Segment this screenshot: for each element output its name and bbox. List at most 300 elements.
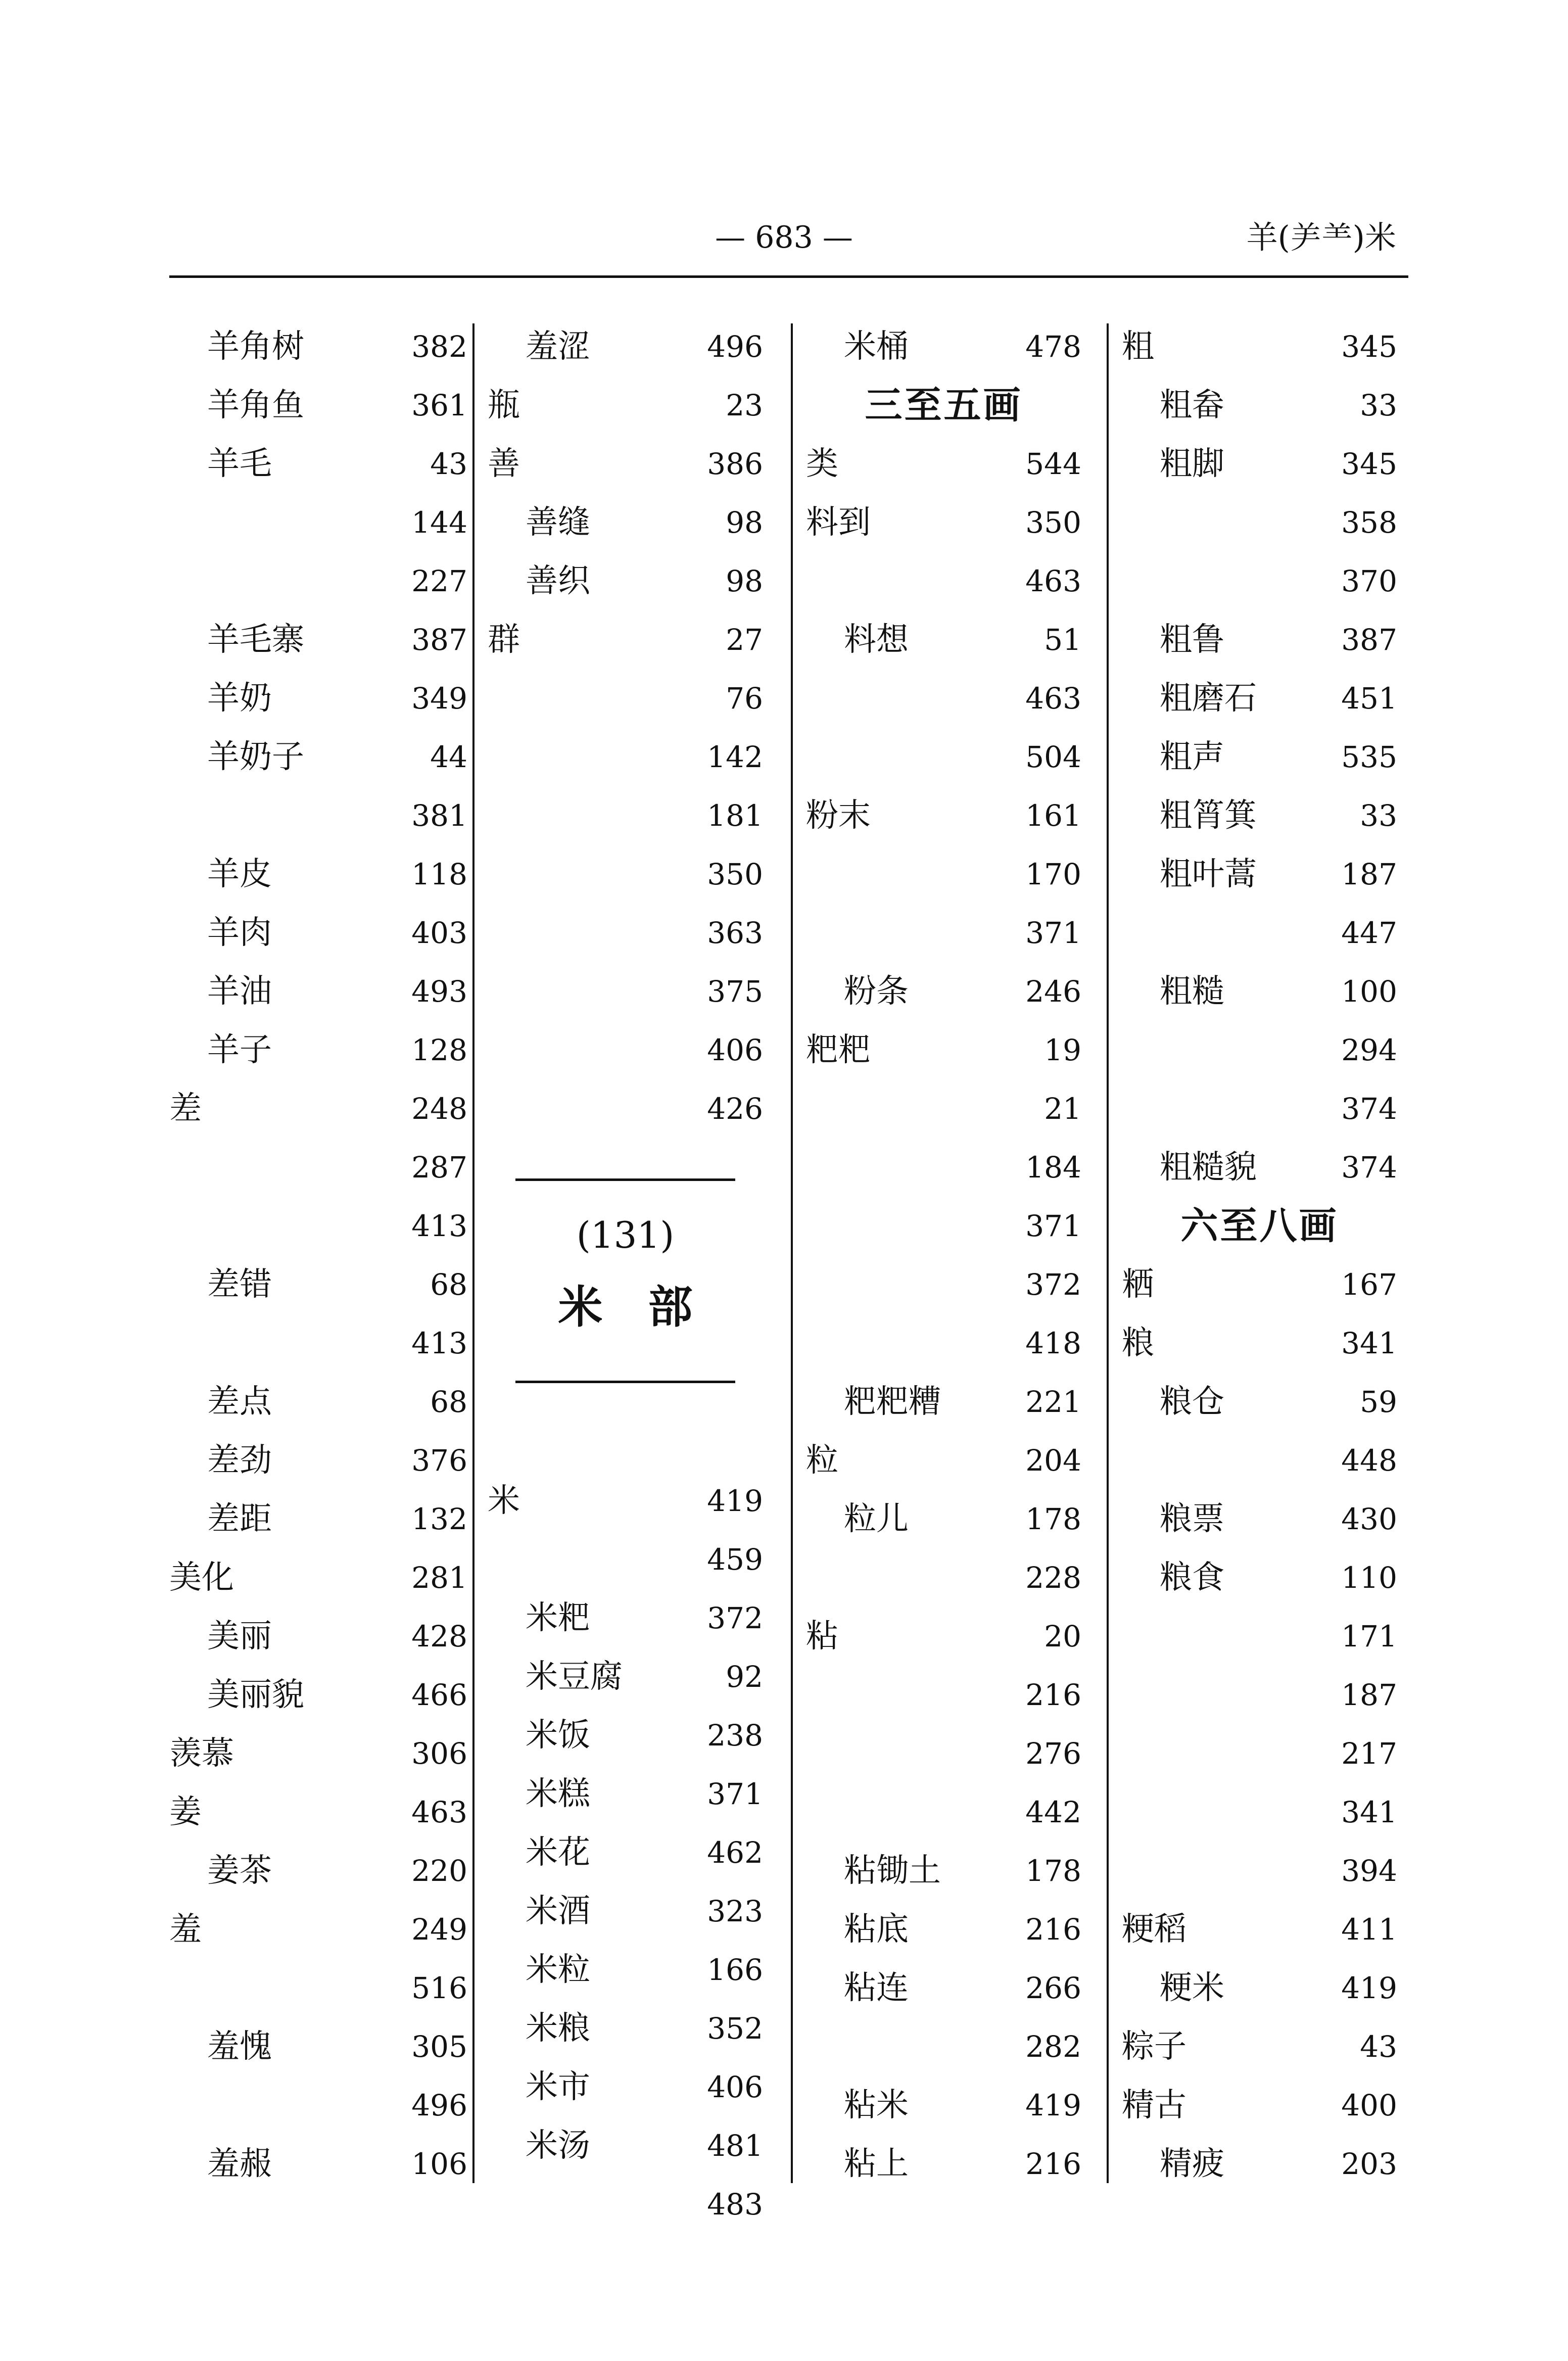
entry-term: 米汤 [526, 2127, 590, 2164]
index-entry [488, 1589, 763, 1647]
entry-page-number: 166 [707, 1953, 763, 1987]
entry-term: 美化 [169, 1559, 234, 1596]
index-entry [806, 552, 1081, 610]
entry-page-number: 33 [1360, 798, 1397, 833]
index-entry [1122, 786, 1397, 845]
index-entry [169, 2076, 467, 2135]
index-entry [1122, 1021, 1397, 1079]
column-divider [791, 323, 793, 2183]
index-entry [488, 1941, 763, 1999]
entry-term: 羊角鱼 [207, 387, 304, 424]
entry-page-number: 400 [1341, 2088, 1397, 2122]
index-entry [1122, 552, 1397, 610]
index-entry [169, 1900, 467, 1959]
index-entry [806, 1548, 1081, 1607]
entry-page-number: 249 [411, 1912, 467, 1947]
index-column-2 [488, 317, 763, 2234]
index-entry [806, 493, 1081, 552]
index-entry [169, 1666, 467, 1724]
entry-term: 羊子 [207, 1031, 272, 1069]
index-entry [1122, 1548, 1397, 1607]
entry-page-number: 463 [1025, 681, 1081, 716]
index-entry [488, 2058, 763, 2116]
entry-term: 米粮 [526, 2010, 590, 2047]
entry-page-number: 142 [707, 740, 763, 774]
index-entry [488, 317, 763, 376]
index-entry [169, 786, 467, 845]
index-entry [806, 1373, 1081, 1431]
index-entry [806, 317, 1081, 376]
entry-term: 粉末 [806, 797, 871, 834]
entry-page-number: 403 [411, 916, 467, 950]
entry-page-number: 371 [1025, 1209, 1081, 1243]
entry-page-number: 448 [1341, 1443, 1397, 1478]
entry-term: 粗叶蒿 [1160, 856, 1257, 893]
index-entry [1122, 845, 1397, 904]
index-entry [1122, 1841, 1397, 1900]
index-column-1 [169, 317, 467, 2193]
entry-page-number: 462 [707, 1835, 763, 1870]
entry-term: 粘连 [844, 1969, 909, 2007]
radical-rule-top [515, 1178, 735, 1181]
entry-page-number: 161 [1025, 798, 1081, 833]
entry-page-number: 483 [707, 2187, 763, 2222]
entry-page-number: 381 [411, 798, 467, 833]
entry-page-number: 358 [1341, 505, 1397, 540]
entry-page-number: 496 [707, 329, 763, 364]
entry-page-number: 345 [1341, 329, 1397, 364]
entry-page-number: 44 [430, 740, 467, 774]
radical-heading [488, 1178, 763, 1472]
entry-page-number: 19 [1044, 1033, 1081, 1067]
entry-page-number: 341 [1341, 1795, 1397, 1829]
index-entry [1122, 1900, 1397, 1959]
index-entry [1122, 1431, 1397, 1490]
entry-page-number: 374 [1341, 1150, 1397, 1185]
index-entry [169, 962, 467, 1021]
index-entry [806, 904, 1081, 962]
entry-page-number: 128 [411, 1033, 467, 1067]
entry-page-number: 281 [411, 1561, 467, 1595]
entry-page-number: 132 [411, 1502, 467, 1536]
index-entry [806, 1197, 1081, 1255]
index-entry [488, 669, 763, 728]
index-entry [1122, 2076, 1397, 2135]
radical-number: (131) [576, 1214, 675, 1256]
entry-term: 粽子 [1122, 2028, 1186, 2065]
entry-page-number: 266 [1025, 1971, 1081, 2005]
index-entry [169, 2017, 467, 2076]
entry-term: 料到 [806, 504, 871, 541]
index-entry [806, 845, 1081, 904]
entry-page-number: 413 [411, 1209, 467, 1243]
index-entry [488, 1079, 763, 1138]
index-entry [488, 786, 763, 845]
entry-term: 粒 [806, 1442, 838, 1479]
entry-page-number: 352 [707, 2011, 763, 2046]
column-divider [472, 323, 474, 2183]
index-entry [806, 1666, 1081, 1724]
entry-term: 羞愧 [207, 2028, 272, 2065]
entry-page-number: 426 [707, 1092, 763, 1126]
index-entry [1122, 1724, 1397, 1783]
index-entry [806, 610, 1081, 669]
entry-page-number: 370 [1341, 564, 1397, 598]
column-divider [1107, 323, 1109, 2183]
entry-page-number: 170 [1025, 857, 1081, 891]
index-entry [488, 610, 763, 669]
index-entry [1122, 376, 1397, 435]
index-entry [169, 1079, 467, 1138]
index-entry [488, 1882, 763, 1941]
entry-page-number: 418 [1025, 1326, 1081, 1360]
index-entry [169, 376, 467, 435]
entry-page-number: 451 [1341, 681, 1397, 716]
entry-page-number: 248 [411, 1092, 467, 1126]
index-entry [169, 493, 467, 552]
entry-term: 羊油 [207, 973, 272, 1010]
entry-page-number: 341 [1341, 1326, 1397, 1360]
index-entry [488, 1823, 763, 1882]
entry-term: 米糕 [526, 1775, 590, 1813]
entry-page-number: 419 [707, 1484, 763, 1518]
entry-term: 粮 [1122, 1325, 1154, 1362]
entry-term: 米 [488, 1482, 520, 1520]
index-entry [1122, 904, 1397, 962]
entry-page-number: 544 [1025, 447, 1081, 481]
entry-page-number: 92 [726, 1660, 763, 1694]
index-entry [169, 1373, 467, 1431]
entry-page-number: 345 [1341, 447, 1397, 481]
index-entry [806, 1079, 1081, 1138]
entry-page-number: 504 [1025, 740, 1081, 774]
index-entry [169, 435, 467, 493]
entry-page-number: 535 [1341, 740, 1397, 774]
entry-page-number: 227 [411, 564, 467, 598]
entry-page-number: 350 [707, 857, 763, 891]
entry-term: 粗筲箕 [1160, 797, 1257, 834]
entry-page-number: 306 [411, 1736, 467, 1771]
entry-page-number: 493 [411, 974, 467, 1009]
entry-page-number: 323 [707, 1894, 763, 1928]
index-entry [1122, 1666, 1397, 1724]
index-entry [169, 317, 467, 376]
index-entry [488, 1530, 763, 1589]
index-entry [806, 1900, 1081, 1959]
entry-page-number: 374 [1341, 1092, 1397, 1126]
index-entry [806, 962, 1081, 1021]
entry-term: 美丽貌 [207, 1676, 304, 1714]
entry-page-number: 98 [726, 505, 763, 540]
entry-page-number: 217 [1341, 1736, 1397, 1771]
column-2-top [488, 317, 763, 1138]
index-entry [169, 669, 467, 728]
entry-term: 羊奶 [207, 680, 272, 717]
index-entry [806, 1607, 1081, 1666]
index-entry [169, 1548, 467, 1607]
entry-term: 米酒 [526, 1893, 590, 1930]
entry-term: 差距 [207, 1500, 272, 1538]
entry-term: 美丽 [207, 1618, 272, 1655]
page-number: — 683 — [715, 220, 853, 255]
entry-term: 粳米 [1160, 1969, 1224, 2007]
radical-name: 米部 [558, 1281, 738, 1333]
index-entry [169, 1841, 467, 1900]
entry-term: 粒儿 [844, 1500, 909, 1538]
entry-term: 米粒 [526, 1951, 590, 1989]
entry-page-number: 466 [411, 1678, 467, 1712]
entry-page-number: 238 [707, 1718, 763, 1753]
index-entry [1122, 2017, 1397, 2076]
entry-term: 粮票 [1160, 1500, 1224, 1538]
entry-page-number: 387 [411, 623, 467, 657]
entry-term: 羊皮 [207, 856, 272, 893]
index-entry [488, 904, 763, 962]
index-entry [488, 845, 763, 904]
index-entry [1122, 1959, 1397, 2017]
entry-page-number: 23 [726, 388, 763, 422]
entry-page-number: 478 [1025, 329, 1081, 364]
index-entry [1122, 1490, 1397, 1548]
entry-term: 米桶 [844, 328, 909, 365]
entry-term: 善 [488, 445, 520, 483]
index-entry [806, 669, 1081, 728]
entry-page-number: 305 [411, 2029, 467, 2064]
entry-page-number: 350 [1025, 505, 1081, 540]
entry-page-number: 411 [1341, 1912, 1397, 1947]
entry-page-number: 171 [1341, 1619, 1397, 1654]
entry-page-number: 221 [1025, 1385, 1081, 1419]
index-entry [488, 376, 763, 435]
index-entry [1122, 1373, 1397, 1431]
entry-term: 羊肉 [207, 914, 272, 952]
entry-page-number: 387 [1341, 623, 1397, 657]
entry-term: 羊毛 [207, 445, 272, 483]
entry-page-number: 187 [1341, 857, 1397, 891]
entry-term: 粮食 [1160, 1559, 1224, 1596]
entry-page-number: 516 [411, 1971, 467, 2005]
entry-page-number: 382 [411, 329, 467, 364]
index-entry [169, 1138, 467, 1197]
entry-page-number: 406 [707, 2070, 763, 2104]
index-entry [169, 1607, 467, 1666]
index-entry [1122, 728, 1397, 786]
entry-term: 精疲 [1160, 2145, 1224, 2183]
index-entry [806, 1783, 1081, 1841]
entry-term: 群 [488, 621, 520, 658]
entry-term: 羞涩 [526, 328, 590, 365]
entry-page-number: 144 [411, 505, 467, 540]
index-entry [169, 552, 467, 610]
index-entry [169, 1490, 467, 1548]
index-entry [488, 2175, 763, 2234]
entry-term: 粳稻 [1122, 1911, 1186, 1948]
entry-page-number: 496 [411, 2088, 467, 2122]
index-entry [806, 1021, 1081, 1079]
index-entry [1122, 1783, 1397, 1841]
entry-term: 差错 [207, 1266, 272, 1303]
index-entry [1122, 610, 1397, 669]
entry-page-number: 375 [707, 974, 763, 1009]
column-2-bottom [488, 1472, 763, 2234]
entry-page-number: 51 [1044, 623, 1081, 657]
entry-page-number: 43 [430, 447, 467, 481]
entry-page-number: 349 [411, 681, 467, 716]
entry-page-number: 463 [411, 1795, 467, 1829]
index-entry [806, 435, 1081, 493]
index-entry [1122, 962, 1397, 1021]
entry-page-number: 282 [1025, 2029, 1081, 2064]
index-entry [488, 2116, 763, 2175]
entry-page-number: 216 [1025, 1912, 1081, 1947]
entry-term: 粗鲁 [1160, 621, 1224, 658]
index-entry [488, 1647, 763, 1706]
entry-page-number: 220 [411, 1854, 467, 1888]
index-entry [169, 1724, 467, 1783]
entry-page-number: 178 [1025, 1502, 1081, 1536]
index-entry [488, 962, 763, 1021]
entry-page-number: 20 [1044, 1619, 1081, 1654]
entry-page-number: 463 [1025, 564, 1081, 598]
entry-page-number: 430 [1341, 1502, 1397, 1536]
entry-page-number: 118 [411, 857, 467, 891]
entry-term: 类 [806, 445, 838, 483]
entry-page-number: 372 [707, 1601, 763, 1635]
index-entry [806, 2076, 1081, 2135]
entry-page-number: 394 [1341, 1854, 1397, 1888]
index-column-4 [1122, 317, 1397, 2193]
entry-page-number: 459 [707, 1542, 763, 1577]
index-entry [806, 2135, 1081, 2193]
index-entry [488, 552, 763, 610]
entry-term: 粘锄土 [844, 1852, 941, 1890]
entry-page-number: 216 [1025, 1678, 1081, 1712]
entry-term: 粑粑 [806, 1031, 871, 1069]
entry-page-number: 363 [707, 916, 763, 950]
entry-term: 粗脚 [1160, 445, 1224, 483]
entry-term: 羊毛寨 [207, 621, 304, 658]
index-entry [169, 1431, 467, 1490]
entry-term: 粗畚 [1160, 387, 1224, 424]
entry-page-number: 406 [707, 1033, 763, 1067]
entry-term: 羞赧 [207, 2145, 272, 2183]
radical-rule-bottom [515, 1381, 735, 1383]
entry-term: 粘米 [844, 2087, 909, 2124]
header-rule [169, 275, 1408, 278]
entry-page-number: 68 [430, 1267, 467, 1302]
index-entry [806, 1255, 1081, 1314]
entry-page-number: 287 [411, 1150, 467, 1185]
entry-term: 精古 [1122, 2087, 1186, 2124]
entry-term: 米粑 [526, 1599, 590, 1637]
entry-page-number: 167 [1341, 1267, 1397, 1302]
entry-page-number: 100 [1341, 974, 1397, 1009]
entry-term: 姜 [169, 1793, 202, 1831]
entry-term: 羊奶子 [207, 738, 304, 776]
entry-term: 粗声 [1160, 738, 1224, 776]
index-entry [169, 1255, 467, 1314]
entry-page-number: 371 [707, 1777, 763, 1811]
entry-page-number: 33 [1360, 388, 1397, 422]
entry-page-number: 178 [1025, 1854, 1081, 1888]
index-entry [806, 1314, 1081, 1373]
index-entry [488, 493, 763, 552]
entry-term: 料想 [844, 621, 909, 658]
entry-term: 粮仓 [1160, 1383, 1224, 1421]
entry-page-number: 184 [1025, 1150, 1081, 1185]
index-column-3 [806, 317, 1081, 2193]
index-entry [169, 1314, 467, 1373]
index-entry [806, 1138, 1081, 1197]
entry-page-number: 276 [1025, 1736, 1081, 1771]
entry-term: 善织 [526, 562, 590, 600]
index-entry [806, 1959, 1081, 2017]
index-entry [1122, 2135, 1397, 2193]
entry-term: 粘底 [844, 1911, 909, 1948]
entry-page-number: 181 [707, 798, 763, 833]
entry-term: 米花 [526, 1834, 590, 1871]
entry-page-number: 203 [1341, 2147, 1397, 2181]
index-entry [488, 1706, 763, 1765]
entry-term: 羡慕 [169, 1735, 234, 1772]
section-header: 羊(⺶⺷)米 [1246, 219, 1396, 256]
entry-term: 粗磨石 [1160, 680, 1257, 717]
index-entry [488, 435, 763, 493]
entry-page-number: 187 [1341, 1678, 1397, 1712]
entry-term: 瓶 [488, 387, 520, 424]
entry-page-number: 372 [1025, 1267, 1081, 1302]
entry-page-number: 106 [411, 2147, 467, 2181]
index-entry [1122, 435, 1397, 493]
index-entry [806, 728, 1081, 786]
index-entry [488, 728, 763, 786]
entry-page-number: 376 [411, 1443, 467, 1478]
index-entry [1122, 1607, 1397, 1666]
index-entry [169, 1197, 467, 1255]
entry-term: 粗糙貌 [1160, 1149, 1257, 1186]
entry-page-number: 98 [726, 564, 763, 598]
entry-page-number: 419 [1341, 1971, 1397, 2005]
entry-page-number: 361 [411, 388, 467, 422]
entry-page-number: 43 [1360, 2029, 1397, 2064]
entry-page-number: 419 [1025, 2088, 1081, 2122]
index-entry [169, 1783, 467, 1841]
index-entry [169, 904, 467, 962]
index-entry [1122, 669, 1397, 728]
entry-page-number: 413 [411, 1326, 467, 1360]
entry-page-number: 228 [1025, 1561, 1081, 1595]
entry-page-number: 447 [1341, 916, 1397, 950]
entry-term: 米市 [526, 2068, 590, 2106]
entry-page-number: 246 [1025, 974, 1081, 1009]
entry-term: 粗糙 [1160, 973, 1224, 1010]
entry-term: 差点 [207, 1383, 272, 1421]
entry-term: 羊角树 [207, 328, 304, 365]
index-entry [169, 728, 467, 786]
index-entry [488, 1021, 763, 1079]
index-entry [169, 610, 467, 669]
entry-page-number: 76 [726, 681, 763, 716]
entry-term: 差劲 [207, 1442, 272, 1479]
index-entry [806, 1431, 1081, 1490]
index-entry [1122, 1138, 1397, 1197]
entry-page-number: 481 [707, 2129, 763, 2163]
entry-term: 羞 [169, 1911, 202, 1948]
index-entry [806, 2017, 1081, 2076]
entry-page-number: 216 [1025, 2147, 1081, 2181]
entry-page-number: 371 [1025, 916, 1081, 950]
entry-page-number: 442 [1025, 1795, 1081, 1829]
